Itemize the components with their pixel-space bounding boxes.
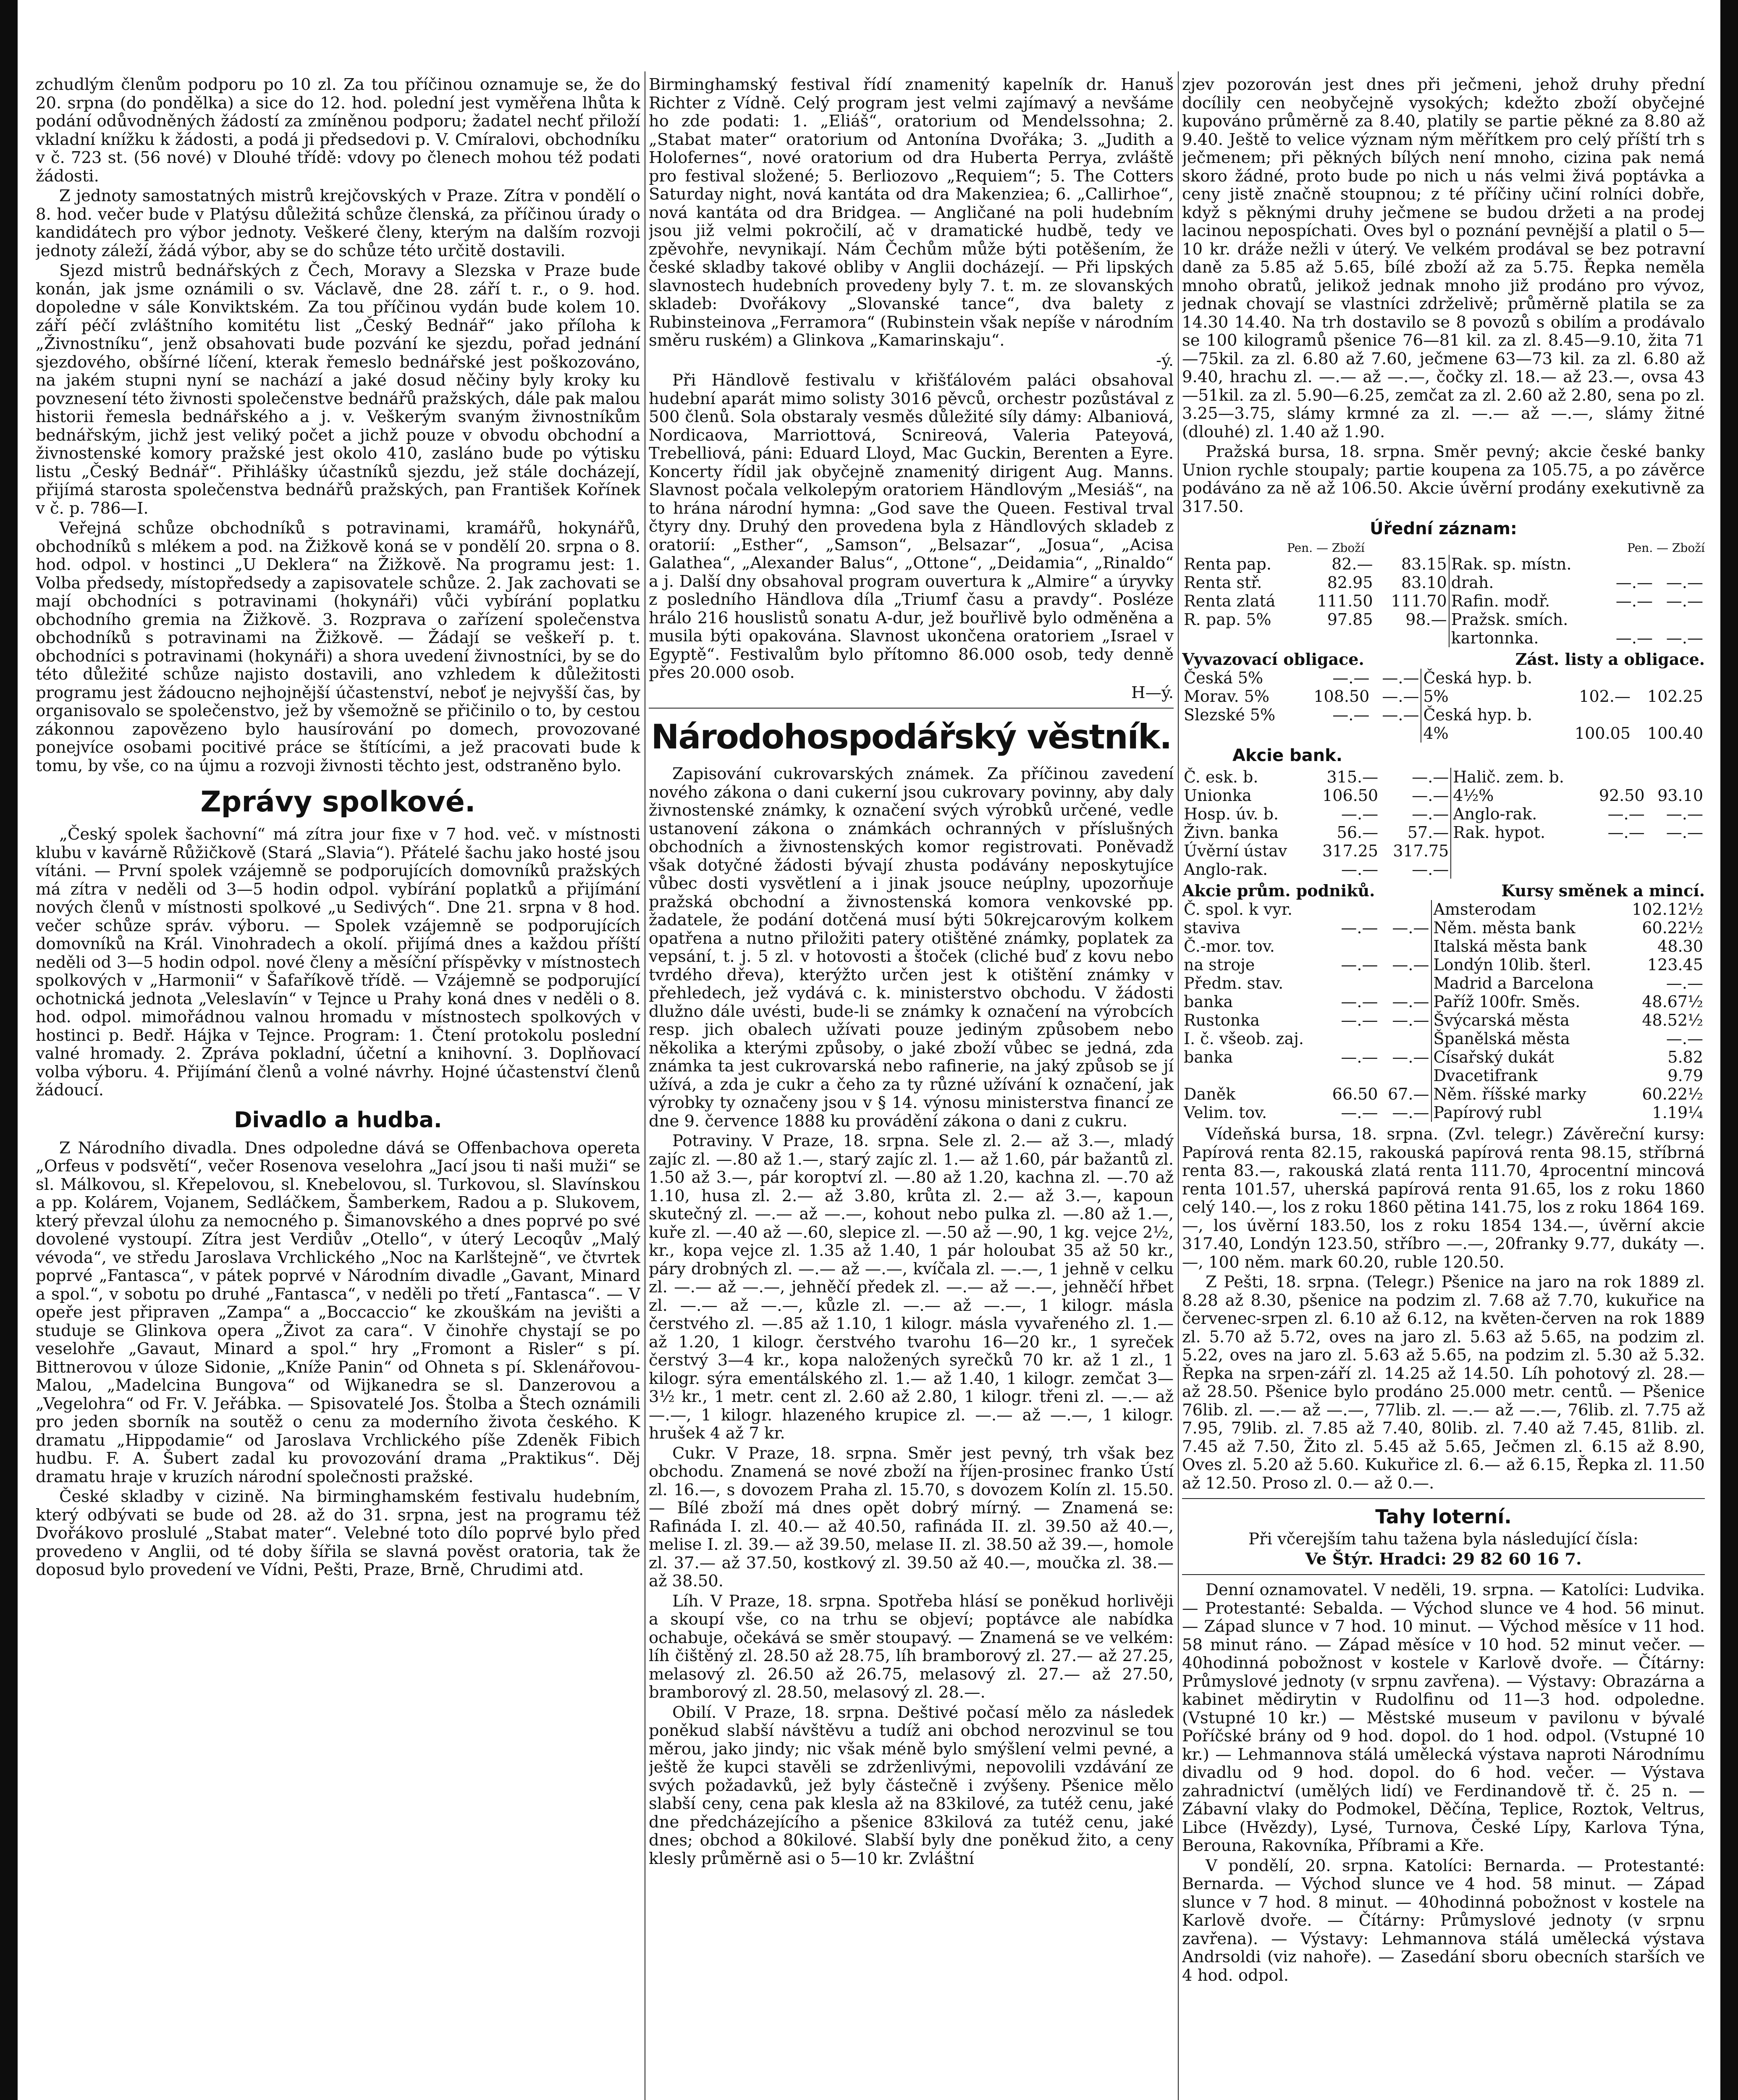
table-row bbox=[1182, 610, 1705, 629]
table-row bbox=[1182, 1029, 1705, 1048]
table-cell: 98.— bbox=[1405, 610, 1447, 629]
table-subheading: Akcie bank. bbox=[1232, 746, 1342, 765]
paragraph: České skladby v cizině. Na birminghamském festivalu hudebním, který odbývati se bude od 28. až do 31. srpna, jest na programu též Dvořákovo proslulé „Stabat mater“. Velebné toto dílo poprvé bylo před provedeno v Anglii, od té doby šířila se slavná pověst oratoria, tak že doposud bylo provedení ve Vídni, Pešti, Praze, Brně, Chrudimi atd. bbox=[36, 1487, 640, 1579]
table-row bbox=[1182, 1103, 1705, 1122]
table-cell: —.— bbox=[1382, 687, 1419, 706]
table-cell: staviva bbox=[1184, 919, 1241, 937]
table-row bbox=[1182, 768, 1705, 786]
table-cell: Anglo-rak. bbox=[1451, 805, 1588, 823]
paragraph: Při včerejším tahu tažena byla následující čísla: bbox=[1248, 1530, 1638, 1549]
divider bbox=[1182, 1574, 1705, 1575]
table-cell: Živn. banka bbox=[1184, 823, 1279, 842]
table-cell: 5% bbox=[1421, 687, 1560, 706]
table-row bbox=[1182, 1066, 1705, 1085]
table-cell: —.— bbox=[1666, 823, 1703, 842]
table-cell: —.— bbox=[1666, 629, 1703, 647]
table-cell: Morav. 5% bbox=[1184, 687, 1270, 706]
signature: H—ý. bbox=[1131, 683, 1174, 702]
paragraph: Vídeňská bursa, 18. srpna. (Zvl. telegr.) Závěreční kursy: Papírová renta 82.15, rakouská papírová renta 98.15, stříbrná renta 83.—, rakouská zlatá renta 111.70, 4procentní mincová renta 101.57, uherská papírová renta 91.65, los z roku 1860 celý 140.—, los z roku 1860 pětina 141.75, los z roku 1864 169.—, los úvěrní 183.50, los z roku 1854 134.—, úvěrní akcie 317.40, Londýn 123.50, stříbro —.—, 20franky 9.77, dukáty —.—, 100 něm. mark 60.20, ruble 120.50. bbox=[1182, 1125, 1705, 1272]
table-row bbox=[1182, 555, 1705, 573]
table-cell: Papírový rubl bbox=[1431, 1103, 1620, 1122]
table-row bbox=[1182, 629, 1705, 647]
table-cell bbox=[1182, 1066, 1324, 1085]
table-cell: 82.95 bbox=[1327, 573, 1373, 592]
table-cell: 100.05 bbox=[1575, 724, 1631, 743]
table-cell: 106.50 bbox=[1322, 786, 1379, 805]
table-cell bbox=[1646, 860, 1705, 879]
table-cell bbox=[1604, 555, 1654, 573]
paragraph: Z Pešti, 18. srpna. (Telegr.) Pšenice na jaro na rok 1889 zl. 8.28 až 8.30, pšenice na podzim zl. 7.68 až 7.70, kukuřice na červenec-srpen zl. 6.10 až 6.12, na květen-červen na rok 1889 zl. 5.70 až 5.72, oves na jaro zl. 5.63 až 5.65, na podzim zl. 5.22, oves na jaro zl. 5.63 až 5.65, na podzim zl. 5.30 až 5.32. Řepka na srpen-září zl. 14.25 až 14.50. Líh pohotový zl. 28.— až 28.50. Pšenice bylo prodáno 25.000 metr. centů. — Pšenice 76lib. zl. —.— až —.—, 77lib. zl. —.— až —.—, 76lib. zl. 7.75 až 7.95, 79lib. zl. 7.85 až 7.40, 80lib. zl. 7.40 až 7.45, 81lib. zl. 7.45 až 7.50, Žito zl. 5.45 až 5.65, Ječmen zl. 6.15 až 8.90, Oves zl. 5.20 až 5.60. Kukuřice zl. 6.— až 6.15, Řepka zl. 11.50 až 12.50. Proso zl. 0.— až 0.—. bbox=[1182, 1273, 1705, 1493]
table-row bbox=[1182, 706, 1705, 724]
table-cell: Daněk bbox=[1184, 1085, 1236, 1103]
section-heading: Divadlo a hudba. bbox=[234, 1107, 442, 1133]
paragraph: Veřejná schůze obchodníků s potravinami, kramářů, hokynářů, obchodníků s mlékem a pod. na Žižkově koná se v pondělí 20. srpna o 8. hod. odpol. v hostinci „U Deklera“ na Žižkově. Na programu jest: 1. Volba předsedy, místopředsedy a zapisovatele schůze. 2. Jak zachovati se mají obchodníci s potravinami (hokynáři) vůči vybírání poplatku obchodního gremia na Žižkově. 3. Rozprava o zařízení společenstva obchodníků s potravinami na Žižkově. — Žádají se veškeří p. t. obchodníci s potravinami (hokynáři) a shora uvedení živnostníci, by se do této důležité schůze najisto dostavili, ano vzhledem k důležitosti programu jest žádoucno nejhojnější účastenství, neboť je nejvyšší čas, by organisovalo se společenstvo, jež by všemožně se přičinilo o to, by cestou zákonnou zapovězeno bylo hausírování po domech, provozované ponejvíce osobami pocitivé práce se štítícími, a jež pracovati bude k tomu, by vše, co na újmu a rozvoji živnosti těchto jest, odstraněno bylo. bbox=[36, 519, 640, 775]
table-cell bbox=[1379, 937, 1431, 956]
table-cell: 5.82 bbox=[1667, 1048, 1703, 1066]
table-cell: —.— bbox=[1412, 786, 1449, 805]
table-row bbox=[1182, 1011, 1705, 1029]
table-cell: 317.75 bbox=[1393, 842, 1449, 860]
table-cell bbox=[1379, 900, 1431, 919]
table-cell: —.— bbox=[1341, 860, 1379, 879]
paragraph: Zapisování cukrovarských známek. Za příčinou zavedení nového zákona o dani cukerní jsou cukrovary povinny, aby daly živnostenské známky, k označení svých výrobků určené, vedle ustanovení zákona o známkách ochranných v příslušných obchodních a živnostenských komor registrovati. Poněvadž však dotyčné žádosti bývají zhusta podávány neposkytujíce vůbec dosti vysvětlení a i jinak jsouce neúplny, upozorňuje pražská obchodní a živnostenská komora venkovské pp. žadatele, že podání dotčená musí býti 50krejcarovým kolkem opatřena a nutno přiložiti patery otištěné známky, poplatek za vepsání, t. j. 5 zl. v hotovosti a štoček (cliché buď z kovu nebo tvrdého dřeva), kterýžto určen jest k otištění známky v přehledech, jež vydává c. k. ministerstvo obchodu. V žádosti dlužno dále uvésti, bude-li se známky k označení na výrobcích resp. jich obalech užívati pouze jediným způsobem nebo několika a kterými způsoby, o jaké zboží vůbec se jedná, zda známka ta jest cukrovarská nebo rafinerie, na jaký způsob se jí užívá, a zda je cukr a čeho za ty různé užívání k označení, jak výrobky ty označeny jsou v § 14. výnosu ministerstva financí ze dne 9. července 1888 ku provádění zákona o dani z cukru. bbox=[649, 764, 1174, 1131]
table-cell: —.— bbox=[1392, 1048, 1429, 1066]
table-cell: 97.85 bbox=[1327, 610, 1373, 629]
table-cell: R. pap. 5% bbox=[1184, 610, 1271, 629]
table-cell bbox=[1301, 629, 1375, 647]
table-cell: Švýcarská města bbox=[1431, 1011, 1620, 1029]
table-cell bbox=[1588, 860, 1646, 879]
table-subheadings bbox=[1182, 881, 1705, 900]
table-cell: —.— bbox=[1615, 629, 1653, 647]
paragraph: Potraviny. V Praze, 18. srpna. Sele zl. 2.— až 3.—, mladý zajíc zl. —.80 až 1.—, starý zajíc zl. 1.— až 1.60, pár bažantů zl. 1.50 až 3.—, pár koroptví zl. —.80 až 1.20, kachna zl. —.70 až 1.10, husa zl. 2.— až 3.80, krůta zl. 2.— až 3.—, kapoun skutečný zl. —.— až —.—, kohout nebo pulka zl. —.80 až 1.—, kuře zl. —.40 až —.60, slepice zl. —.50 až —.90, 1 kg. vejce 2½, kr., kopa vejce zl. 1.35 až 1.40, 1 pár holoubat 35 až 50 kr., páry drobných zl. —.— až —.—, kvíčala zl. —.—, 1 jehně v celku zl. —.— až —.—, jehněčí předek zl. —.— až —.—, jehněčí hřbet zl. —.— až —.—, kůzle zl. —.— až —.—, 1 kilogr. másla čerstvého zl. —.85 až 1.10, 1 kilogr. másla vyvařeného zl. 1.— až 1.20, 1 kilogr. čerstvého tvarohu 16—20 kr., 1 syreček čerstvý 3—4 kr., kopa naložených syrečků 70 kr. až 1 zl., 1 kilogr. sýra ementálského zl. 1.— až 1.40, 1 kilogr. zemčat 3—3½ kr., 1 metr. cent zl. 2.60 až 2.80, 1 kilogr. třeni zl. —.— až —.—, 1 kilogr. hlazeného krupice zl. —.— až —.—, 1 kilogr. hrušek 4 až 7 kr. bbox=[649, 1131, 1174, 1443]
table-row bbox=[1182, 805, 1705, 823]
table-cell bbox=[1324, 1029, 1380, 1048]
table-row bbox=[1182, 842, 1705, 860]
table-cell: Madrid a Barcelona bbox=[1431, 974, 1620, 992]
divider bbox=[649, 708, 1174, 709]
table-cell: Česká 5% bbox=[1184, 669, 1264, 687]
table-cell: 57.— bbox=[1407, 823, 1449, 842]
table-cell: 102.— bbox=[1579, 687, 1631, 706]
stock-table bbox=[1182, 768, 1705, 879]
table-cell: banka bbox=[1184, 992, 1233, 1011]
table-cell bbox=[1324, 900, 1380, 919]
table-cell: —.— bbox=[1666, 1029, 1703, 1048]
table-cell: 102.25 bbox=[1647, 687, 1703, 706]
table-row bbox=[1182, 823, 1705, 842]
table-header bbox=[1182, 541, 1705, 555]
table-row bbox=[1182, 786, 1705, 805]
table-cell: Rak. sp. místn. bbox=[1449, 555, 1604, 573]
stock-table bbox=[1182, 669, 1705, 743]
table-cell: Renta zlatá bbox=[1184, 592, 1276, 610]
table-cell: Renta pap. bbox=[1184, 555, 1271, 573]
table-cell: Česká hyp. b. bbox=[1421, 669, 1560, 687]
table-cell: 48.67½ bbox=[1642, 992, 1703, 1011]
table-cell: —.— bbox=[1412, 805, 1449, 823]
paragraph: Pražská bursa, 18. srpna. Směr pevný; akcie české banky Union rychle stoupaly; partie koupena za 105.75, a po závěrce podáváno za ně až 106.50. Akcie úvěrní prodány exekutivně za 317.50. bbox=[1182, 442, 1705, 516]
table-cell: 123.45 bbox=[1647, 956, 1703, 974]
table-cell: 111.70 bbox=[1391, 592, 1447, 610]
table-row bbox=[1182, 956, 1705, 974]
table-cell: —.— bbox=[1666, 805, 1703, 823]
table-row bbox=[1182, 592, 1705, 610]
table-cell: Anglo-rak. bbox=[1184, 860, 1268, 879]
table-cell: Císařský dukát bbox=[1431, 1048, 1620, 1066]
table-cell: —.— bbox=[1412, 860, 1449, 879]
table-cell: —.— bbox=[1392, 1103, 1429, 1122]
table-cell: Rustonka bbox=[1184, 1011, 1260, 1029]
paragraph: Sjezd mistrů bednářských z Čech, Moravy a Slezska v Praze bude konán, jak jsme oznámili o sv. Václavě, dne 28. září t. r., o 9. hod. dopoledne v sále Konviktském. Za tou příčinou vydán bude kolem 10. září péčí zvláštního komitétu list „Český Bednář“ jako příloha k „Živnostníku“, jenž obsahovati bude pozvání ke sjezdu, pořad jednání sjezdového, obšírné líčení, kterak řemeslo bednářské jest poškozováno, na jakém stupni nyní se nachází a jaké dosud něčiny byly kroky ku povznesení této živnosti společenstve bednářů pražských, dále pak malou historii řemesla bednářského a j. v. Veškerým svaným živnostníkům bednářským, jichž jest veliký počet a jichž pouze v obvodu obchodní a živnostenské komory pražské jest okolo 410, zasláno bude po výtisku listu „Český Bednář“. Přihlášky účastníků sjezdu, jež stále docházejí, přijímá starosta společenstva bednářů pražských, pan František Kořínek v č. p. 786—I. bbox=[36, 261, 640, 518]
table-cell: 60.22½ bbox=[1642, 919, 1703, 937]
table-cell: Něm. města bank bbox=[1431, 919, 1620, 937]
paragraph: Obilí. V Praze, 18. srpna. Deštivé počasí mělo za následek poněkud slabší návštěvu a tudíž ani obchod nerozvinul se tou měrou, jako jindy; nic však méně bylo smýšlení velmi pevné, a ještě že kupci stavěli se zdrženlivými, nepovolili vzdávání ze svých požadavků, jež byly částečně i zvýšeny. Pšenice mělo slabší ceny, cena pak klesla až na 83kilové, za tutéž cenu, jaké dne předcházejícího a pšenice 83kilová za tutéž cenu, jaké dnes; obchod a 80kilové. Slabší byly dne poněkud žito, a ceny klesly průměrně asi o 5—10 kr. Zvláštní bbox=[649, 1703, 1174, 1868]
table-cell bbox=[1324, 974, 1380, 992]
paragraph: Denní oznamovatel. V neděli, 19. srpna. — Katolíci: Ludvika. — Protestanté: Sebalda. — Východ slunce ve 4 hod. 56 minut. — Západ slunce v 7 hod. 10 minut. — Východ měsíce v 11 hod. 58 minut ráno. — Západ měsíce v 10 hod. 52 minut večer. — 40hodinná pobožnost v kostele v Karlově dvoře. — Čítárny: Průmyslové jednoty (v srpnu zavřena). — Výstavy: Obrazárna a kabinet mědirytin v Rudolfinu od 11—3 hod. odpoledne. (Vstupné 10 kr.) — Městské museum v pavilonu v bývalé Poříčské brány od 9 hod. dopol. do 1 hod. odpol. (Vstupné 10 kr.) — Lehmannova stálá umělecká výstava naproti Národnímu divadlu od 9 hod. dopol. do 6 hod. večer. — Výstava zahradnictví (umělých lidí) ve Ferdinandově tř. č. 25 n. — Zábavní vlaky do Podmokel, Děčína, Teplice, Roztok, Veltrus, Libce (Hvězdy), Lysé, Turnova, České Lípy, Karlova Týna, Berouna, Rakovníka, Příbrami a Kře. bbox=[1182, 1580, 1705, 1855]
table-cell: —.— bbox=[1666, 573, 1703, 592]
column-label: Pen. — Zboží bbox=[1627, 541, 1705, 555]
table-cell: —.— bbox=[1332, 706, 1370, 724]
paragraph: „Český spolek šachovní“ má zítra jour fixe v 7 hod. več. v místnosti klubu v kavárně Růžičkově (Stará „Slavia“). Přátelé šachu jako hosté jsou vítáni. — První spolek vzájemně se podporujících domovníků pražských má zítra v neděli od 3—5 hodin odpol. vybírání poplatků a přijímání nových členů v místnosti spolkové „u Sedivých“. Dne 21. srpna v 8 hod. večer schůze správ. výboru. — Spolek vzájemně se podporujících domovníků na Král. Vinohradech a okolí. přijímá dnes a každou příští neděli od 3—5 hodin odpol. nové členy a měsíční příspěvky v místnostech spolkových v „Harmonii“ v Šafaříkově třídě. — Vzájemně se podporující ochotnická jednota „Veleslavín“ v Tejnce u Prahy koná dnes v neděli o 8. hod. odpol. mimořádnou valnou hromadu v místnostech spolkových v hostinci p. Bedř. Hájka v Tejnce. Program: 1. Čtení protokolu poslední valné hromady. 2. Zpráva pokladní, účetní a knihovní. 3. Doplňovací volba výboru. 4. Přijímání členů a volné návrhy. Hojné účastenství členů žádoucí. bbox=[36, 825, 640, 1100]
table-cell: —.— bbox=[1392, 919, 1429, 937]
table-cell: Předm. stav. bbox=[1184, 974, 1284, 992]
table-cell bbox=[1654, 555, 1705, 573]
table-cell: 4½% bbox=[1451, 786, 1588, 805]
table-cell: 102.12½ bbox=[1632, 900, 1703, 919]
table-cell: 56.— bbox=[1337, 823, 1379, 842]
table-cell bbox=[1324, 937, 1380, 956]
table-cell: 66.50 bbox=[1332, 1085, 1378, 1103]
table-cell: 48.30 bbox=[1657, 937, 1703, 956]
table-cell: na stroje bbox=[1184, 956, 1255, 974]
table-cell bbox=[1588, 768, 1646, 786]
stock-table bbox=[1182, 900, 1705, 1122]
table-cell: —.— bbox=[1666, 974, 1703, 992]
divider bbox=[1182, 1498, 1705, 1499]
table-cell: 92.50 bbox=[1599, 786, 1645, 805]
table-cell: —.— bbox=[1341, 992, 1378, 1011]
table-cell: 1.19¼ bbox=[1652, 1103, 1703, 1122]
table-cell: —.— bbox=[1615, 573, 1653, 592]
table-row bbox=[1182, 937, 1705, 956]
column-middle bbox=[649, 76, 1174, 2100]
table-cell bbox=[1379, 1066, 1431, 1085]
table-cell: 83.15 bbox=[1401, 555, 1447, 573]
table-cell bbox=[1654, 610, 1705, 629]
table-cell: Dvacetifrank bbox=[1431, 1066, 1620, 1085]
table-cell bbox=[1451, 860, 1588, 879]
table-cell: —.— bbox=[1607, 823, 1645, 842]
table-cell: 317.25 bbox=[1322, 842, 1379, 860]
table-cell bbox=[1379, 974, 1431, 992]
table-subheading: Vyvazovací obligace. bbox=[1182, 650, 1364, 669]
table-cell bbox=[1560, 706, 1632, 724]
column-right bbox=[1182, 76, 1705, 2100]
table-row bbox=[1182, 669, 1705, 687]
table-cell: 60.22½ bbox=[1642, 1085, 1703, 1103]
table-cell: —.— bbox=[1382, 706, 1419, 724]
signature: -ý. bbox=[1156, 351, 1174, 370]
table-cell bbox=[1182, 629, 1301, 647]
table-cell: —.— bbox=[1341, 805, 1379, 823]
table-cell: Slezské 5% bbox=[1184, 706, 1276, 724]
table-subheading: Kursy směnek a mincí. bbox=[1501, 881, 1705, 900]
paragraph: zjev pozorován jest dnes při ječmeni, jehož druhy přední docílily cen neobyčejně vysokých; kdežto zboží obyčejné kupováno průměrně za 8.40, platily se partie pěkné za 8.80 až 9.40. Ještě to velice význam ným měřítkem pro celý příští trh s ječmenem; při pěkných bílých není mnoho, cizina pak nemá skoro žádné, proto bude po nich u nás velmi živá poptávka a ceny jistě značně stoupnou; z té příčiny učiní rolníci dobře, když s pěknými druhy ječmene se budou držeti a na prodej lacinou nepospíchati. Oves byl o poznání pevnější a platil o 5—10 kr. dráže nežli v úterý. Ve velkém prodával se bez potravní daně za 5.85 až 5.65, bílé zboží až za 5.75. Řepka neměla mnoho obratů, jelikož jednak mnoho již prodáno pro vývoz, jednak chovají se vlastníci zdrželivě; průměrně platila se za 14.30 14.40. Na trh dostavilo se 8 povozů s obilím a prodávalo se 100 kilogramů pšenice 76—81 kil. za zl. 8.45—9.10, žita 71—75kil. za zl. 6.80 až 7.60, ječmene 63—73 kil. za zl. 6.80 až 9.40, hrachu zl. —.— až —.—, čočky zl. 18.— až 23.—, ovsa 43—51kil. za zl. 5.90—6.25, zemčat za zl. 2.60 až 2.80, sena po zl. 3.25—3.75, slámy krmné za zl. —.— až —.—, slámy žitné (dlouhé) zl. 1.40 až 1.90. bbox=[1182, 76, 1705, 441]
table-cell: Renta stř. bbox=[1184, 573, 1262, 592]
table-cell: 4% bbox=[1421, 724, 1560, 743]
paragraph: Z jednoty samostatných mistrů krejčovských v Praze. Zítra v pondělí o 8. hod. večer bude v Platýsu důležitá schůze členská, za příčinou úrady o kandidátech pro výbor jednoty. Veškeré členy, kterým na dalším rozvoji jednoty záleží, žádá výbor, aby se do schůze této určitě dostavili. bbox=[36, 186, 640, 260]
table-cell: —.— bbox=[1341, 919, 1378, 937]
table-cell: —.— bbox=[1341, 1048, 1378, 1066]
table-cell: 67.— bbox=[1388, 1085, 1429, 1103]
table-cell: drah. bbox=[1449, 573, 1604, 592]
table-subheading: Akcie prům. podniků. bbox=[1182, 881, 1375, 900]
table-cell: Amsterodam bbox=[1431, 900, 1620, 919]
table-cell: Něm. říšské marky bbox=[1431, 1085, 1620, 1103]
paragraph: Líh. V Praze, 18. srpna. Spotřeba hlásí se poněkud horlivěji a skoupí vše, co na trhu se objeví; poptávce ale nabídka ochabuje, očekává se směr stoupavý. — Znamená se ve velkém: líh čištěný zl. 28.50 až 28.75, líh bramborový zl. 27.— až 27.25, melasový zl. 26.50 až 26.75, melasový zl. 27.— až 27.50, bramborový zl. 28.50, melasový zl. 28.—. bbox=[649, 1591, 1174, 1702]
table-cell: —.— bbox=[1666, 592, 1703, 610]
table-cell bbox=[1371, 724, 1421, 743]
table-cell: —.— bbox=[1412, 768, 1449, 786]
table-cell: Rafin. modř. bbox=[1449, 592, 1604, 610]
table-cell bbox=[1451, 842, 1588, 860]
table-cell: —.— bbox=[1615, 592, 1653, 610]
table-cell: Úvěrní ústav bbox=[1184, 842, 1287, 860]
table-cell: 315.— bbox=[1326, 768, 1379, 786]
section-heading: Zprávy spolkové. bbox=[200, 785, 476, 819]
table-row bbox=[1182, 1085, 1705, 1103]
table-cell: —.— bbox=[1341, 956, 1378, 974]
table-cell: 82.— bbox=[1332, 555, 1373, 573]
table-cell bbox=[1375, 629, 1449, 647]
table-row bbox=[1182, 1048, 1705, 1066]
table-subheading: Zást. listy a obligace. bbox=[1515, 650, 1705, 669]
column-left bbox=[36, 76, 640, 2100]
paragraph: Z Národního divadla. Dnes odpoledne dává se Offenbachova opereta „Orfeus v podsvětí“, večer Rosenova veselohra „Jací jsou ti naši muži“ se sl. Málkovou, sl. Křepelovou, sl. Knebelovou, sl. Turkovou, sl. Slavínskou a pp. Kolárem, Vojanem, Sedláčkem, Šamberkem, Radou a p. Slukovem, který převzal úlohu za nemocného p. Šimanovského a dnes poprvé po své dovolené vystoupí. Zítra jest Verdiův „Otello“, v úterý Lecoqův „Malý vévoda“, ve středu Jaroslava Vrchlického „Noc na Karlštejně“, ve čtvrtek poprvé „Fantasca“, v pátek poprvé v Národním divadle „Gavant, Minard a spol.“, v sobotu po druhé „Fantasca“, v neděli po třetí „Fantasca“. — V opeře jest připraven „Zampa“ a „Boccaccio“ ke zkouškám na jevišti a studuje se Glinkova opera „Život za cara“. V činohře chystají se po veselohře „Gavaut, Minard a spol.“ hry „Fromont a Risler“ s pí. Bittnerovou v úloze Sidonie, „Kníže Panin“ od Ohneta s pí. Sklenářovou-Malou, „Madelcina Bungova“ od Wijkanedra se sl. Danzerovou a „Vegelohra“ od Fr. V. Jeřábka. — Spisovatelé Jos. Štolba a Štech oznámili pro jeden sborník na soutěž o cenu za moderního života českého. K dramatu „Hippodamie“ od Jaroslava Vrchlického píše Zdeněk Fibich hudbu. F. A. Šubert zadal ku provozování drama „Praktikus“. Děj dramatu hraje v kruzích národní společnosti pražské. bbox=[36, 1138, 640, 1486]
table-cell bbox=[1182, 724, 1298, 743]
table-cell: —.— bbox=[1382, 669, 1419, 687]
table-cell: Česká hyp. b. bbox=[1421, 706, 1560, 724]
table-cell: 83.10 bbox=[1401, 573, 1447, 592]
table-cell: Unionka bbox=[1184, 786, 1252, 805]
table-row bbox=[1182, 919, 1705, 937]
table-cell: kartonnka. bbox=[1449, 629, 1604, 647]
table-row bbox=[1182, 724, 1705, 743]
table-row bbox=[1182, 860, 1705, 879]
table-subheadings bbox=[1182, 650, 1705, 669]
table-cell: 9.79 bbox=[1667, 1066, 1703, 1085]
paragraph: Cukr. V Praze, 18. srpna. Směr jest pevný, trh však bez obchodu. Znamená se nové zboží na říjen-prosinec franko Ústí zl. 16.—, s dovozem Praha zl. 15.70, s dovozem Kolín zl. 15.50. — Bílé zboží má dnes opět dobrý mírný. — Znamená se: Rafináda I. zl. 40.— až 40.50, rafináda II. zl. 39.50 až 40.—, melise I. zl. 39.— až 39.50, melase II. zl. 38.50 až 39.—, homole zl. 37.— až 37.50, kostkový zl. 39.50 až 40.—, moučka zl. 38.— až 38.50. bbox=[649, 1444, 1174, 1591]
table-row bbox=[1182, 992, 1705, 1011]
paragraph: zchudlým členům podporu po 10 zl. Za tou příčinou oznamuje se, že do 20. srpna (do pondělka) a sice do 12. hod. polední jest vyměřena lhůta k podání odůvodněných žádostí za zmíněnou podporu; žadatel nechť přiloží vkladní knížku k žádosti, a podá ji předsedovi p. V. Cmíralovi, obchodníku v č. 723 st. (56 nové) v Dlouhé třídě: vdovy po členech mohou též podati žádosti. bbox=[36, 76, 640, 186]
table-cell bbox=[1632, 706, 1705, 724]
table-cell: —.— bbox=[1607, 805, 1645, 823]
section-heading: Tahy loterní. bbox=[1375, 1505, 1512, 1528]
table-cell: —.— bbox=[1332, 669, 1370, 687]
table-cell: Halič. zem. b. bbox=[1451, 768, 1588, 786]
paragraph: Ve Štýr. Hradci: 29 82 60 16 7. bbox=[1305, 1549, 1582, 1569]
table-cell: 111.50 bbox=[1317, 592, 1373, 610]
table-cell: —.— bbox=[1341, 1103, 1378, 1122]
table-cell: Londýn 10lib. šterl. bbox=[1431, 956, 1620, 974]
table-cell: Velim. tov. bbox=[1184, 1103, 1267, 1122]
table-cell bbox=[1632, 669, 1705, 687]
table-cell bbox=[1560, 669, 1632, 687]
table-cell: Italská města bank bbox=[1431, 937, 1620, 956]
table-cell bbox=[1646, 768, 1705, 786]
left-edge bbox=[0, 0, 18, 2100]
table-cell: Č. spol. k vyr. bbox=[1184, 900, 1293, 919]
right-edge bbox=[1720, 0, 1738, 2100]
table-cell: Č.-mor. tov. bbox=[1184, 937, 1275, 956]
table-row bbox=[1182, 573, 1705, 592]
table-cell bbox=[1324, 1066, 1380, 1085]
stock-table bbox=[1182, 555, 1705, 647]
table-cell: Č. esk. b. bbox=[1184, 768, 1258, 786]
table-cell: —.— bbox=[1392, 956, 1429, 974]
table-cell: —.— bbox=[1392, 992, 1429, 1011]
column-rule bbox=[1178, 71, 1179, 2100]
table-cell bbox=[1646, 842, 1705, 860]
table-cell bbox=[1379, 1029, 1431, 1048]
table-cell: 48.52½ bbox=[1642, 1011, 1703, 1029]
paragraph: Birminghamský festival řídí znamenitý kapelník dr. Hanuš Richter z Vídně. Celý program jest velmi zajímavý a nevšáme ho zde podati: 1. „Eliáš“, oratorium od Mendelssohna; 2. „Stabat mater“ oratorium od Antonína Dvořáka; 3. „Judith a Holofernes“, nové oratorium od dra Huberta Perrya, zvláště pro festival složené; 5. Berliozovo „Requiem“; 5. The Cotters Saturday night, nová kantáta od dra Makenziea; 6. „Callirhoe“, nová kantáta od dra Bridgea. — Angličané na poli hudebním jsou již velmi pokročilí, ač v dramatické hudbě, tedy ve zpěvohře, nevynikají. Nám Čechům může býti potěšením, že české skladby takové obliby v Anglii docházejí. — Při lipských slavnostech hudebních provedeny byly 7. t. m. ze slovanských skladeb: Dvořákovy „Slovanské tance“, dva balety z Rubinsteinova „Ferramora“ (Rubinstein však nepíše v národním směru ruském) a Glinkova „Kamarinskaju“. bbox=[649, 76, 1174, 350]
paragraph: V pondělí, 20. srpna. Katolíci: Bernarda. — Protestanté: Bernarda. — Východ slunce ve 4 hod. 58 minut. — Západ slunce v 7 hod. 8 minut. — 40hodinná pobožnost v kostele na Karlově dvoře. — Čítárny: Průmyslové jednoty (v srpnu zavřena). — Výstavy: Lehmannova stálá umělecká výstava Andrsoldi (viz nahoře). — Zasedání sboru obecních starších ve 4 hod. odpol. bbox=[1182, 1856, 1705, 1985]
table-cell: Rak. hypot. bbox=[1451, 823, 1588, 842]
table-row bbox=[1182, 974, 1705, 992]
table-row bbox=[1182, 900, 1705, 919]
column-label: Pen. — Zboží bbox=[1287, 541, 1365, 555]
section-banner: Národohospodářský věstník. bbox=[651, 717, 1172, 756]
table-cell: Pražsk. smích. bbox=[1449, 610, 1604, 629]
table-cell: 100.40 bbox=[1647, 724, 1703, 743]
table-heading: Úřední záznam: bbox=[1370, 519, 1517, 538]
table-cell bbox=[1604, 610, 1654, 629]
table-cell: I. č. všeob. zaj. bbox=[1184, 1029, 1304, 1048]
paragraph: Při Händlově festivalu v křišťálovém paláci obsahoval hudební aparát mimo solisty 3016 pěvců, orchestr pozůstával z 500 členů. Sola obstaraly vesměs důležité síly dámy: Albaniová, Nordicaova, Marriottová, Scnireová, Valeria Pateyová, Trebelliová, páni: Eduard Lloyd, Mac Guckin, Berenten a Eyre. Koncerty řídil jak obyčejně znamenitý dirigent Aug. Manns. Slavnost počala velkolepým oratoriem Händlovým „Mesiáš“, na to hrána národní hymna: „God save the Queen. Festival trval čtyry dny. Druhý den provedena byla z Händlových skladeb z oratorií: „Esther“, „Samson“, „Belsazar“, „Josua“, „Acisa Galathea“, „Alexander Balus“, „Ottone“, „Deidamia“, „Rinaldo“ a j. Další dny obsahoval program ouvertura k „Almire“ a úryvky z posledního Händlova díla „Triumf času a pravdy“. Posléze hrálo 216 houslistů sonatu A-dur, jež bouřlivě bylo odměněna a musila býti opakována. Slavnost ukončena oratoriem „Israel v Egyptě“. Festivalům bylo přítomno 86.000 osob, tedy denně přes 20.000 osob. bbox=[649, 371, 1174, 682]
table-cell: 108.50 bbox=[1313, 687, 1370, 706]
table-cell bbox=[1588, 842, 1646, 860]
table-cell: —.— bbox=[1392, 1011, 1429, 1029]
table-cell: Hosp. úv. b. bbox=[1184, 805, 1279, 823]
table-cell: Paříž 100fr. Směs. bbox=[1431, 992, 1620, 1011]
table-cell: 93.10 bbox=[1657, 786, 1703, 805]
table-cell: Španělská města bbox=[1431, 1029, 1620, 1048]
table-cell: banka bbox=[1184, 1048, 1233, 1066]
table-cell bbox=[1298, 724, 1371, 743]
table-row bbox=[1182, 687, 1705, 706]
table-cell: —.— bbox=[1341, 1011, 1378, 1029]
